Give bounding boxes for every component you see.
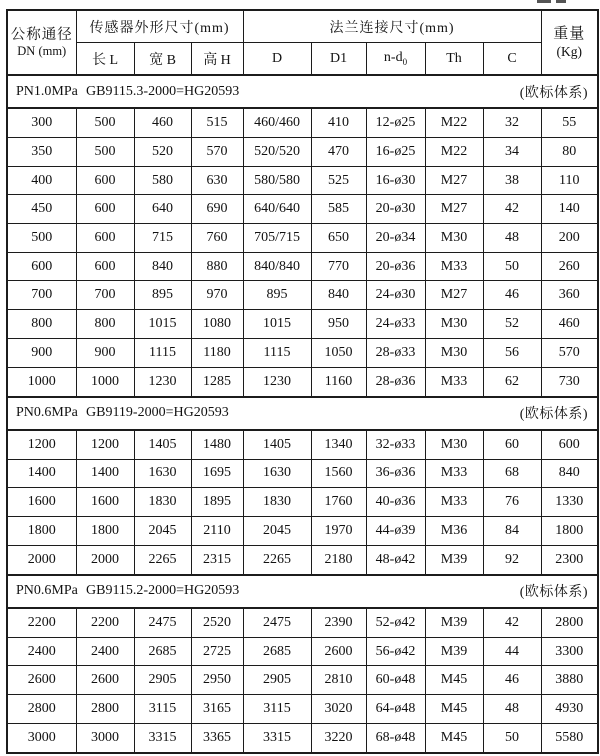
table-cell: 840 — [311, 281, 366, 310]
table-cell: 76 — [483, 488, 541, 517]
table-cell: 140 — [541, 195, 598, 224]
header-flange-group: 法兰连接尺寸(mm) — [243, 10, 541, 43]
table-cell: 1830 — [134, 488, 191, 517]
table-cell: 32 — [483, 108, 541, 138]
table-cell: 80 — [541, 138, 598, 167]
table-cell: 46 — [483, 666, 541, 695]
table-cell: M30 — [425, 310, 483, 339]
table-row — [7, 666, 598, 695]
table-cell: 900 — [7, 338, 76, 367]
table-cell: 1400 — [76, 459, 134, 488]
table-cell: M45 — [425, 723, 483, 753]
table-cell: 1800 — [7, 516, 76, 545]
table-cell: 20-ø30 — [366, 195, 425, 224]
table-cell: 2905 — [134, 666, 191, 695]
table-cell: 525 — [311, 166, 366, 195]
section-system-note: (欧标体系) — [519, 407, 589, 423]
table-cell: 4930 — [541, 695, 598, 724]
table-cell: 460 — [541, 310, 598, 339]
table-cell: 2725 — [191, 637, 243, 666]
table-cell: 2685 — [243, 637, 311, 666]
table-cell: 770 — [311, 252, 366, 281]
table-cell: 2000 — [76, 545, 134, 575]
table-cell: 1180 — [191, 338, 243, 367]
table-cell: 410 — [311, 108, 366, 138]
table-cell: 515 — [191, 108, 243, 138]
table-cell: 50 — [483, 252, 541, 281]
section-header-content — [8, 403, 597, 423]
table-cell: 3220 — [311, 723, 366, 753]
section-header-content — [8, 581, 597, 601]
header-col-d1: D1 — [311, 43, 366, 76]
table-cell: 600 — [76, 224, 134, 253]
table-cell: 32-ø33 — [366, 430, 425, 460]
table-cell: 2265 — [243, 545, 311, 575]
table-cell: 200 — [541, 224, 598, 253]
table-cell: 970 — [191, 281, 243, 310]
table-cell: M45 — [425, 666, 483, 695]
section-system-note: (欧标体系) — [519, 585, 589, 601]
table-cell: 2110 — [191, 516, 243, 545]
table-cell: 42 — [483, 608, 541, 638]
table-row — [7, 459, 598, 488]
scan-artifact — [537, 0, 551, 3]
table-cell: 2475 — [134, 608, 191, 638]
table-cell: M39 — [425, 608, 483, 638]
table-row — [7, 637, 598, 666]
table-cell: 1000 — [7, 367, 76, 397]
table-cell: 950 — [311, 310, 366, 339]
table-row — [7, 608, 598, 638]
table-cell: 1000 — [76, 367, 134, 397]
table-cell: 2800 — [541, 608, 598, 638]
table-row — [7, 252, 598, 281]
table-cell: 640/640 — [243, 195, 311, 224]
table-cell: M45 — [425, 695, 483, 724]
table-cell: 40-ø36 — [366, 488, 425, 517]
table-cell: 460/460 — [243, 108, 311, 138]
table-cell: 300 — [7, 108, 76, 138]
section-row — [7, 397, 598, 430]
table-row — [7, 488, 598, 517]
header-col-d: D — [243, 43, 311, 76]
table-cell: 3000 — [7, 723, 76, 753]
table-row — [7, 310, 598, 339]
table-cell: 2400 — [7, 637, 76, 666]
table-cell: 1830 — [243, 488, 311, 517]
table-cell: 600 — [76, 252, 134, 281]
header-col-nd — [366, 43, 425, 76]
table-cell: 52-ø42 — [366, 608, 425, 638]
table-cell: M39 — [425, 637, 483, 666]
table-row — [7, 545, 598, 575]
table-cell: 2950 — [191, 666, 243, 695]
header-col-width: 宽 B — [134, 43, 191, 76]
header-row-columns — [7, 43, 598, 76]
table-cell: 1560 — [311, 459, 366, 488]
table-cell: 2390 — [311, 608, 366, 638]
table-cell: 520/520 — [243, 138, 311, 167]
table-row — [7, 695, 598, 724]
table-cell: 600 — [541, 430, 598, 460]
table-cell: 110 — [541, 166, 598, 195]
table-cell: 34 — [483, 138, 541, 167]
table-cell: M27 — [425, 281, 483, 310]
dimension-spec-table — [6, 9, 599, 754]
table-cell: 3115 — [243, 695, 311, 724]
header-col-height: 高 H — [191, 43, 243, 76]
table-cell: 1200 — [7, 430, 76, 460]
table-row — [7, 338, 598, 367]
section-row — [7, 75, 598, 108]
header-col-c: C — [483, 43, 541, 76]
table-cell: 760 — [191, 224, 243, 253]
table-cell: 48-ø42 — [366, 545, 425, 575]
table-cell: 600 — [76, 195, 134, 224]
section-header-content — [8, 82, 597, 102]
table-cell: 1405 — [134, 430, 191, 460]
nd-label-base: n-d — [383, 50, 403, 66]
table-cell: 1695 — [191, 459, 243, 488]
table-cell: 580/580 — [243, 166, 311, 195]
table-cell: 730 — [541, 367, 598, 397]
table-cell: 3880 — [541, 666, 598, 695]
table-cell: M36 — [425, 516, 483, 545]
table-cell: 700 — [7, 281, 76, 310]
table-cell: M33 — [425, 488, 483, 517]
table-row — [7, 138, 598, 167]
section-system-note: (欧标体系) — [519, 85, 589, 101]
table-cell: 600 — [7, 252, 76, 281]
section-header-cell — [7, 575, 598, 608]
table-cell: 1115 — [134, 338, 191, 367]
table-cell: 3300 — [541, 637, 598, 666]
table-cell: 38 — [483, 166, 541, 195]
table-cell: 2200 — [76, 608, 134, 638]
header-sensor-group: 传感器外形尺寸(mm) — [76, 10, 243, 43]
table-cell: 2045 — [243, 516, 311, 545]
table-cell: 84 — [483, 516, 541, 545]
table-cell: 24-ø30 — [366, 281, 425, 310]
table-cell: 5580 — [541, 723, 598, 753]
table-cell: 500 — [76, 138, 134, 167]
table-cell: 895 — [243, 281, 311, 310]
section-pressure-rating: PN1.0MPa — [16, 83, 78, 99]
table-cell: 3365 — [191, 723, 243, 753]
table-cell: 705/715 — [243, 224, 311, 253]
table-cell: 1080 — [191, 310, 243, 339]
table-body — [7, 75, 598, 753]
table-cell: 2810 — [311, 666, 366, 695]
table-cell: 1015 — [134, 310, 191, 339]
table-cell: 3315 — [243, 723, 311, 753]
table-cell: 1160 — [311, 367, 366, 397]
table-cell: 260 — [541, 252, 598, 281]
table-cell: 3000 — [76, 723, 134, 753]
table-cell: 12-ø25 — [366, 108, 425, 138]
table-cell: 48 — [483, 224, 541, 253]
table-cell: 68 — [483, 459, 541, 488]
table-cell: 24-ø33 — [366, 310, 425, 339]
table-cell: 48 — [483, 695, 541, 724]
table-cell: 3020 — [311, 695, 366, 724]
table-cell: 1630 — [134, 459, 191, 488]
table-cell: 60-ø48 — [366, 666, 425, 695]
table-cell: 64-ø48 — [366, 695, 425, 724]
section-standard-code: GB9115.3-2000=HG20593 — [86, 83, 240, 99]
nd-label-subscript: 0 — [402, 56, 408, 67]
table-cell: 400 — [7, 166, 76, 195]
table-cell: M30 — [425, 224, 483, 253]
table-cell: 2200 — [7, 608, 76, 638]
table-cell: 1230 — [134, 367, 191, 397]
table-cell: M27 — [425, 166, 483, 195]
header-weight-title: 重量 — [553, 26, 586, 43]
table-cell: 50 — [483, 723, 541, 753]
table-cell: M22 — [425, 138, 483, 167]
table-cell: M39 — [425, 545, 483, 575]
table-cell: M33 — [425, 252, 483, 281]
section-standard-code: GB9115.2-2000=HG20593 — [86, 583, 240, 599]
table-cell: 2300 — [541, 545, 598, 575]
table-cell: 28-ø33 — [366, 338, 425, 367]
table-row — [7, 723, 598, 753]
table-header — [7, 10, 598, 75]
header-weight-cell — [541, 10, 598, 75]
table-cell: 36-ø36 — [366, 459, 425, 488]
table-row — [7, 430, 598, 460]
table-cell: 1330 — [541, 488, 598, 517]
table-cell: 1760 — [311, 488, 366, 517]
table-cell: 2045 — [134, 516, 191, 545]
table-cell: 900 — [76, 338, 134, 367]
table-cell: 450 — [7, 195, 76, 224]
table-cell: 570 — [191, 138, 243, 167]
table-cell: 840 — [541, 459, 598, 488]
table-cell: 520 — [134, 138, 191, 167]
table-cell: M30 — [425, 430, 483, 460]
table-cell: 460 — [134, 108, 191, 138]
table-row — [7, 166, 598, 195]
header-col-th: Th — [425, 43, 483, 76]
table-row — [7, 367, 598, 397]
table-cell: 840/840 — [243, 252, 311, 281]
table-cell: 1630 — [243, 459, 311, 488]
section-standard-code: GB9119-2000=HG20593 — [86, 405, 229, 421]
table-cell: 16-ø25 — [366, 138, 425, 167]
table-cell: 2475 — [243, 608, 311, 638]
section-pressure-rating: PN0.6MPa — [16, 405, 78, 421]
table-cell: 570 — [541, 338, 598, 367]
table-cell: 2315 — [191, 545, 243, 575]
table-row — [7, 281, 598, 310]
table-cell: 1400 — [7, 459, 76, 488]
table-cell: M27 — [425, 195, 483, 224]
table-cell: 92 — [483, 545, 541, 575]
table-cell: 500 — [7, 224, 76, 253]
table-cell: 1895 — [191, 488, 243, 517]
table-cell: 640 — [134, 195, 191, 224]
table-cell: 880 — [191, 252, 243, 281]
table-cell: 1340 — [311, 430, 366, 460]
table-cell: 42 — [483, 195, 541, 224]
table-cell: 20-ø34 — [366, 224, 425, 253]
header-dn-title: 公称通径 — [10, 26, 73, 43]
table-cell: 585 — [311, 195, 366, 224]
table-cell: 68-ø48 — [366, 723, 425, 753]
table-cell: 44 — [483, 637, 541, 666]
table-cell: 2265 — [134, 545, 191, 575]
table-cell: 3165 — [191, 695, 243, 724]
table-cell: M30 — [425, 338, 483, 367]
table-cell: 800 — [76, 310, 134, 339]
table-cell: 55 — [541, 108, 598, 138]
table-cell: 580 — [134, 166, 191, 195]
table-cell: 2000 — [7, 545, 76, 575]
table-cell: 700 — [76, 281, 134, 310]
table-cell: 2800 — [76, 695, 134, 724]
table-row — [7, 516, 598, 545]
table-cell: 46 — [483, 281, 541, 310]
table-cell: 2520 — [191, 608, 243, 638]
table-cell: 1050 — [311, 338, 366, 367]
table-cell: 895 — [134, 281, 191, 310]
table-cell: 1800 — [76, 516, 134, 545]
section-header-cell — [7, 397, 598, 430]
header-row-groups — [7, 10, 598, 43]
table-cell: 60 — [483, 430, 541, 460]
table-cell: 1480 — [191, 430, 243, 460]
table-cell: 800 — [7, 310, 76, 339]
table-cell: 1230 — [243, 367, 311, 397]
scan-artifact — [556, 0, 566, 3]
table-cell: 56 — [483, 338, 541, 367]
table-cell: 44-ø39 — [366, 516, 425, 545]
table-cell: 2685 — [134, 637, 191, 666]
table-row — [7, 195, 598, 224]
table-cell: 2400 — [76, 637, 134, 666]
table-cell: 470 — [311, 138, 366, 167]
table-cell: 1970 — [311, 516, 366, 545]
table-cell: M22 — [425, 108, 483, 138]
header-dn-unit: DN (mm) — [17, 44, 67, 59]
table-cell: 630 — [191, 166, 243, 195]
table-cell: 3115 — [134, 695, 191, 724]
table-cell: 1405 — [243, 430, 311, 460]
table-cell: 2800 — [7, 695, 76, 724]
table-cell: 20-ø36 — [366, 252, 425, 281]
table-cell: 690 — [191, 195, 243, 224]
header-dn-cell — [7, 10, 76, 75]
table-cell: 1285 — [191, 367, 243, 397]
section-header-cell — [7, 75, 598, 108]
table-cell: 16-ø30 — [366, 166, 425, 195]
table-cell: 1200 — [76, 430, 134, 460]
table-cell: 52 — [483, 310, 541, 339]
table-cell: 600 — [76, 166, 134, 195]
table-cell: 350 — [7, 138, 76, 167]
table-cell: 2600 — [7, 666, 76, 695]
table-cell: M33 — [425, 459, 483, 488]
table-cell: 2905 — [243, 666, 311, 695]
table-cell: M33 — [425, 367, 483, 397]
table-cell: 3315 — [134, 723, 191, 753]
table-cell: 1600 — [76, 488, 134, 517]
table-cell: 715 — [134, 224, 191, 253]
table-cell: 2180 — [311, 545, 366, 575]
table-cell: 1800 — [541, 516, 598, 545]
table-cell: 56-ø42 — [366, 637, 425, 666]
table-cell: 500 — [76, 108, 134, 138]
section-row — [7, 575, 598, 608]
table-cell: 1015 — [243, 310, 311, 339]
header-weight-unit: (Kg) — [556, 43, 583, 59]
section-pressure-rating: PN0.6MPa — [16, 583, 78, 599]
table-cell: 62 — [483, 367, 541, 397]
table-cell: 360 — [541, 281, 598, 310]
table-cell: 28-ø36 — [366, 367, 425, 397]
table-row — [7, 224, 598, 253]
table-cell: 1115 — [243, 338, 311, 367]
table-cell: 2600 — [76, 666, 134, 695]
table-row — [7, 108, 598, 138]
table-cell: 840 — [134, 252, 191, 281]
header-col-length: 长 L — [76, 43, 134, 76]
table-cell: 2600 — [311, 637, 366, 666]
table-cell: 650 — [311, 224, 366, 253]
table-cell: 1600 — [7, 488, 76, 517]
